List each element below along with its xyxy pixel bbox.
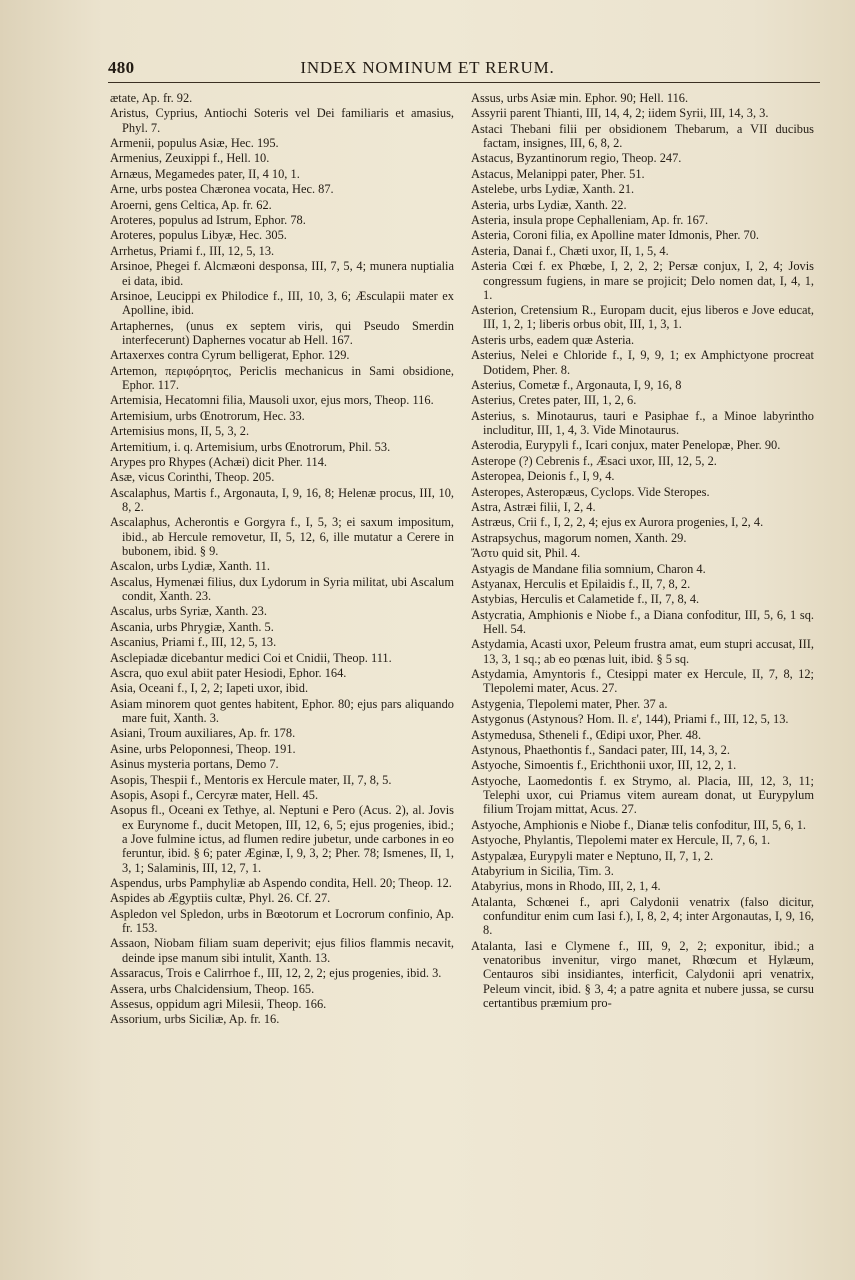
index-entry: Asteria, insula prope Cephalleniam, Ap. fr. 167. (471, 213, 709, 228)
index-entry: Aspledon vel Spledon, urbs in Bœotorum et Locrorum confinio, Ap. fr. 153. (110, 906, 454, 936)
index-entry: Astræus, Crii f., I, 2, 2, 4; ejus ex Aurora progenies, I, 2, 4. (471, 515, 764, 530)
index-entry: Asopis, Asopi f., Cercyræ mater, Hell. 45. (110, 788, 319, 803)
index-entry: Ἄστυ quid sit, Phil. 4. (471, 546, 581, 561)
index-entry: Aristus, Cyprius, Antiochi Soteris vel Dei familiaris et amasius, Phyl. 7. (110, 106, 454, 135)
index-entry: Asine, urbs Peloponnesi, Theop. 191. (110, 741, 296, 756)
index-entry: Asterius, Cometæ f., Argonauta, I, 9, 16, 8 (471, 377, 682, 392)
index-entry: Artaphernes, (unus ex septem viris, qui Pseudo Smerdin interfecerunt) Daphernes vocatur ab Hell. 167. (110, 318, 454, 347)
index-entry: Assera, urbs Chalcidensium, Theop. 165. (110, 981, 315, 996)
index-entry: Assyrii parent Thianti, III, 14, 4, 2; iidem Syrii, III, 14, 3, 3. (471, 106, 769, 121)
index-entry: Ascalaphus, Martis f., Argonauta, I, 9, 16, 8; Helenæ procus, III, 10, 8, 2. (110, 485, 454, 514)
index-entry: Astybias, Herculis et Calametide f., II, 7, 8, 4. (471, 592, 700, 607)
index-entry: Asterius, s. Minotaurus, tauri e Pasiphae f., a Minoe labyrintho includitur, III, 1, 4, 3. Vide Minotaurus. (471, 408, 814, 438)
index-entry: Asterius, Cretes pater, III, 1, 2, 6. (471, 393, 637, 408)
index-entry: Ascanius, Priami f., III, 12, 5, 13. (110, 635, 277, 650)
index-entry: Atalanta, Iasi e Clymene f., III, 9, 2, 2; exponitur, ibid.; a venatoribus invenitur, virgo manet, Rhœcum et Hylæum, Centauros sibi insidiantes, interficit, Calydonii apri venatrix, Peleum vincit, ibid. § 3, 4; a patre agnita et nubere jussa, se cursu certantibus præmium pro- (471, 938, 814, 1010)
index-entry: Artemon, περιφόρητος, Periclis mechanicus in Sami obsidione, Ephor. 117. (110, 363, 454, 392)
page-number: 480 (108, 58, 135, 77)
page-header (0, 58, 855, 84)
index-entry: Atabyrius, mons in Rhodo, III, 2, 1, 4. (471, 879, 661, 894)
index-entry: Asia, Oceani f., I, 2, 2; Iapeti uxor, ibid. (110, 681, 309, 696)
index-entry: Aroerni, gens Celtica, Ap. fr. 62. (110, 197, 272, 212)
index-entry: Armenius, Zeuxippi f., Hell. 10. (110, 151, 270, 166)
index-entry: Arne, urbs postea Chæronea vocata, Hec. 87. (110, 182, 334, 197)
index-entry: Ascalus, urbs Syriæ, Xanth. 23. (110, 604, 267, 619)
index-entry: Astra, Astræi filii, I, 2, 4. (471, 499, 596, 514)
index-entry: Asterope (?) Cebrenis f., Æsaci uxor, III, 12, 5, 2. (471, 453, 717, 468)
index-entry: Artemisia, Hecatomni filia, Mausoli uxor, ejus mors, Theop. 116. (110, 393, 434, 408)
index-entry: Arrhetus, Priami f., III, 12, 5, 13. (110, 243, 275, 258)
index-entry: Assesus, oppidum agri Milesii, Theop. 166. (110, 996, 327, 1011)
running-title: INDEX NOMINUM ET RERUM. (300, 58, 555, 77)
index-entry: Armenii, populus Asiæ, Hec. 195. (110, 136, 279, 151)
index-entry: Asclepiadæ dicebantur medici Coi et Cnidii, Theop. 111. (110, 650, 392, 665)
index-entry: Astygonus (Astynous? Hom. Il. ε', 144), Priami f., III, 12, 5, 13. (471, 712, 789, 727)
index-entry: Aroteres, populus ad Istrum, Ephor. 78. (110, 213, 306, 228)
index-entry: Ascania, urbs Phrygiæ, Xanth. 5. (110, 619, 274, 634)
index-entry: Assaon, Niobam filiam suam deperivit; ejus filios flammis necavit, deinde ipse manum sibi intulit, Xanth. 13. (110, 936, 454, 965)
header-rule (108, 82, 820, 83)
index-entry: Ascalaphus, Acherontis e Gorgyra f., I, 5, 3; ei saxum impositum, ibid., ab Hercule removetur, II, 5, 12, 6, ille mutatur a Cerere in bubonem, ibid. § 9. (110, 515, 454, 558)
index-entry: Ascalon, urbs Lydiæ, Xanth. 11. (110, 559, 270, 574)
index-entry: Asteria Cœi f. ex Phœbe, I, 2, 2, 2; Persæ conjux, I, 2, 4; Jovis congressum fugiens, in mare se projicit; Delo nomen dat, I, 4, 1, 1. (471, 259, 814, 302)
index-entry: Asinus mysteria portans, Demo 7. (110, 757, 279, 772)
index-entry: Astypalæa, Eurypyli mater e Neptuno, II, 7, 1, 2. (471, 848, 714, 863)
index-entry: Astydamia, Amyntoris f., Ctesippi mater ex Hercule, II, 7, 8, 12; Tlepolemi mater, Acus. 27. (471, 667, 814, 696)
index-entry: Astaci Thebani filii per obsidionem Thebarum, a VII ducibus factam, insignes, III, 6, 8, 2. (471, 121, 814, 151)
right-column (471, 91, 814, 1011)
index-entry: Ascra, quo exul abiit pater Hesiodi, Ephor. 164. (110, 666, 347, 680)
index-entry: Arsinoe, Leucippi ex Philodice f., III, 10, 3, 6; Æsculapii mater ex Apolline, ibid. (110, 288, 454, 318)
left-column (110, 91, 454, 1028)
index-entry: Astyoche, Simoentis f., Erichthonii uxor, III, 12, 2, 1. (471, 758, 737, 773)
index-entry: Asteria, Coroni filia, ex Apolline mater Idmonis, Pher. 70. (471, 228, 760, 243)
index-entry: Atalanta, Schœnei f., apri Calydonii venatrix (falso dicitur, confunditur enim cum Iasi f.), I, 8, 2, 4; inter Argonautas, I, 9, 16, 8. (471, 894, 814, 938)
index-entry: Aspides ab Ægyptiis cultæ, Phyl. 26. Cf. 27. (110, 891, 331, 906)
index-entry: Asopis, Thespii f., Mentoris ex Hercule mater, II, 7, 8, 5. (110, 772, 392, 787)
index-entry: Artemisium, urbs Œnotrorum, Hec. 33. (110, 408, 305, 423)
index-entry: Assaracus, Trois e Calirrhoe f., III, 12, 2, 2; ejus progenies, ibid. 3. (110, 966, 442, 981)
index-entry: Astymedusa, Stheneli f., Œdipi uxor, Pher. 48. (471, 727, 702, 742)
index-entry: Arsinoe, Phegei f. Alcmæoni desponsa, III, 7, 5, 4; munera nuptialia ei data, ibid. (110, 259, 454, 288)
index-entry: Asteropes, Asteropæus, Cyclops. Vide Steropes. (471, 484, 710, 499)
index-entry: Asiani, Troum auxiliares, Ap. fr. 178. (110, 726, 296, 741)
index-entry: Astrapsychus, magorum nomen, Xanth. 29. (471, 530, 687, 545)
index-entry: Astygenia, Tlepolemi mater, Pher. 37 a. (471, 696, 668, 711)
index-entry: Astyoche, Phylantis, Tlepolemi mater ex Hercule, II, 7, 6, 1. (471, 833, 771, 848)
index-entry: ætate, Ap. fr. 92. (110, 91, 193, 105)
index-entry: Assorium, urbs Siciliæ, Ap. fr. 16. (110, 1012, 280, 1027)
index-entry: Aspendus, urbs Pamphyliæ ab Aspendo condita, Hell. 20; Theop. 12. (110, 876, 452, 890)
index-entry: Asterius, Nelei e Chloride f., I, 9, 9, 1; ex Amphictyone procreat Dotidem, Pher. 8. (471, 348, 814, 377)
index-entry: Atabyrium in Sicilia, Tim. 3. (471, 863, 614, 878)
index-entry: Artemisius mons, II, 5, 3, 2. (110, 424, 250, 439)
index-entry: Astynous, Phaethontis f., Sandaci pater, III, 14, 3, 2. (471, 742, 730, 757)
index-entry: Asterodia, Eurypyli f., Icari conjux, mater Penelopæ, Pher. 90. (471, 438, 781, 453)
index-entry: Artemitium, i. q. Artemisium, urbs Œnotrorum, Phil. 53. (110, 439, 391, 454)
index-entry: Assus, urbs Asiæ min. Ephor. 90; Hell. 116. (471, 91, 689, 105)
index-entry: Asteria, urbs Lydiæ, Xanth. 22. (471, 197, 627, 212)
index-entry: Arypes pro Rhypes (Achæi) dicit Pher. 114. (110, 454, 328, 469)
index-entry: Asiam minorem quot gentes habitent, Ephor. 80; ejus pars aliquando mare fuit, Xanth. 3. (110, 696, 454, 726)
index-entry: Arnæus, Megamedes pater, II, 4 10, 1. (110, 166, 300, 181)
index-entry: Asteris urbs, eadem quæ Asteria. (471, 332, 635, 347)
index-entry: Astyoche, Laomedontis f. ex Strymo, al. Placia, III, 12, 3, 11; Telephi uxor, cui Priamus vitem auream donat, ut Eurypylum filium Trojam mittat, Acus. 27. (471, 773, 814, 817)
index-entry: Asteria, Danai f., Chæti uxor, II, 1, 5, 4. (471, 243, 669, 258)
index-entry: Artaxerxes contra Cyrum belligerat, Ephor. 129. (110, 348, 350, 363)
index-entry: Astacus, Byzantinorum regio, Theop. 247. (471, 151, 682, 166)
index-entry: Asterion, Cretensium R., Europam ducit, ejus liberos e Jove educat, III, 1, 2, 1; liberis orbus obit, III, 1, 3, 1. (471, 303, 814, 332)
index-entry: Astyanax, Herculis et Epilaidis f., II, 7, 8, 2. (471, 576, 691, 591)
index-entry: Astelebe, urbs Lydiæ, Xanth. 21. (471, 182, 635, 197)
index-entry: Astydamia, Acasti uxor, Peleum frustra amat, eum stupri accusat, III, 13, 3, 1 sq.; ab eo pœnas luit, ibid. § 5 sq. (471, 637, 814, 666)
index-entry: Asopus fl., Oceani ex Tethye, al. Neptuni e Pero (Acus. 2), al. Jovis ex Eurynome f., ducit Metopen, III, 12, 6, 5; ejus progenies, ibid.; a Jove fulmine ictus, ad flumen redire jubetur, unde carbones in eo feruntur, ibid. § 6; pater Æginæ, I, 9, 3, 2; Pher. 78; Ismenes, II, 1, 3, 1; Salaminis, III, 12, 7, 1. (110, 803, 454, 875)
index-entry: Aroteres, populus Libyæ, Hec. 305. (110, 228, 287, 243)
index-entry: Astacus, Melanippi pater, Pher. 51. (471, 166, 645, 181)
index-entry: Astyoche, Amphionis e Niobe f., Dianæ telis confoditur, III, 5, 6, 1. (471, 817, 807, 832)
index-entry: Asæ, vicus Corinthi, Theop. 205. (110, 470, 275, 485)
index-entry: Astycratia, Amphionis e Niobe f., a Diana confoditur, III, 5, 6, 1 sq. Hell. 54. (471, 607, 814, 637)
index-entry: Astyagis de Mandane filia somnium, Charon 4. (471, 561, 706, 576)
index-entry: Asteropea, Deionis f., I, 9, 4. (471, 469, 615, 484)
index-entry: Ascalus, Hymenæi filius, dux Lydorum in Syria militat, ubi Ascalum condit, Xanth. 23. (110, 574, 454, 604)
